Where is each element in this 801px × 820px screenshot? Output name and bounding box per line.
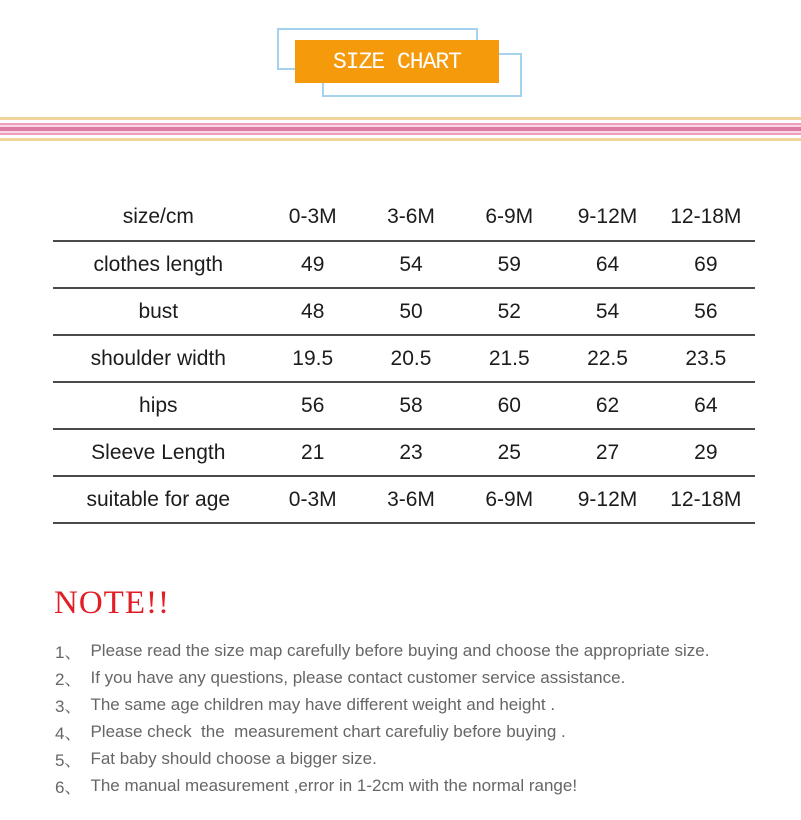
row-label: clothes length — [53, 241, 264, 288]
stripe-tan-bottom — [0, 138, 801, 141]
note-item-number: 3、 — [55, 697, 82, 716]
note-item-text: Fat baby should choose a bigger size. — [90, 748, 377, 768]
row-label: shoulder width — [53, 335, 264, 382]
banner-title: SIZE CHART — [332, 48, 462, 75]
note-title: NOTE!! — [54, 585, 170, 621]
table-cell: 29 — [657, 429, 755, 476]
note-item-text: If you have any questions, please contact customer service assistance. — [90, 667, 626, 687]
table-cell: 12-18M — [657, 476, 755, 523]
note-item — [55, 691, 709, 718]
table-cell: 48 — [264, 288, 362, 335]
note-item-number: 6、 — [55, 778, 82, 797]
table-header-cell: 3-6M — [362, 194, 460, 241]
table-cell: 3-6M — [362, 476, 460, 523]
size-chart-banner — [295, 40, 499, 83]
table-cell: 56 — [264, 382, 362, 429]
table-cell: 54 — [362, 241, 460, 288]
table-cell: 49 — [264, 241, 362, 288]
table-cell: 22.5 — [558, 335, 656, 382]
table-row — [53, 335, 755, 382]
table-cell: 58 — [362, 382, 460, 429]
note-item-number: 4、 — [55, 724, 82, 743]
note-item-number: 5、 — [55, 751, 82, 770]
table-cell: 69 — [657, 241, 755, 288]
table-header-cell: 9-12M — [558, 194, 656, 241]
note-item — [55, 718, 709, 745]
table-header-cell: size/cm — [53, 194, 264, 241]
table-cell: 59 — [460, 241, 558, 288]
table-cell: 27 — [558, 429, 656, 476]
table-row — [53, 382, 755, 429]
table-header-cell: 6-9M — [460, 194, 558, 241]
note-item-text: The same age children may have different weight and height . — [90, 694, 556, 714]
table-cell: 52 — [460, 288, 558, 335]
table-cell: 21.5 — [460, 335, 558, 382]
row-label: bust — [53, 288, 264, 335]
table-header-cell: 0-3M — [264, 194, 362, 241]
table-row — [53, 288, 755, 335]
row-label: suitable for age — [53, 476, 264, 523]
table-cell: 9-12M — [558, 476, 656, 523]
row-label: Sleeve Length — [53, 429, 264, 476]
table-cell: 60 — [460, 382, 558, 429]
table-row — [53, 429, 755, 476]
table-cell: 20.5 — [362, 335, 460, 382]
table-header-row — [53, 194, 755, 241]
table-cell: 21 — [264, 429, 362, 476]
table-header-cell: 12-18M — [657, 194, 755, 241]
note-list — [55, 637, 709, 799]
table-row — [53, 241, 755, 288]
note-item-text: The manual measurement ,error in 1-2cm with the normal range! — [90, 775, 578, 795]
note-item-text: Please check the measurement chart carefuliy before buying . — [90, 721, 566, 741]
note-item — [55, 745, 709, 772]
note-item — [55, 664, 709, 691]
note-item — [55, 772, 709, 799]
table-cell: 23.5 — [657, 335, 755, 382]
table-cell: 54 — [558, 288, 656, 335]
row-label: hips — [53, 382, 264, 429]
table-cell: 6-9M — [460, 476, 558, 523]
note-item-text: Please read the size map carefully before buying and choose the appropriate size. — [90, 640, 710, 660]
table-cell: 64 — [657, 382, 755, 429]
table-row — [53, 476, 755, 523]
table-cell: 50 — [362, 288, 460, 335]
table-cell: 19.5 — [264, 335, 362, 382]
table-cell: 62 — [558, 382, 656, 429]
table-cell: 25 — [460, 429, 558, 476]
table-cell: 64 — [558, 241, 656, 288]
note-item-number: 2、 — [55, 670, 82, 689]
divider-stripes — [0, 117, 801, 141]
note-item-number: 1、 — [55, 643, 82, 662]
table-cell: 56 — [657, 288, 755, 335]
table-cell: 23 — [362, 429, 460, 476]
size-table — [53, 194, 755, 524]
note-item — [55, 637, 709, 664]
table-cell: 0-3M — [264, 476, 362, 523]
